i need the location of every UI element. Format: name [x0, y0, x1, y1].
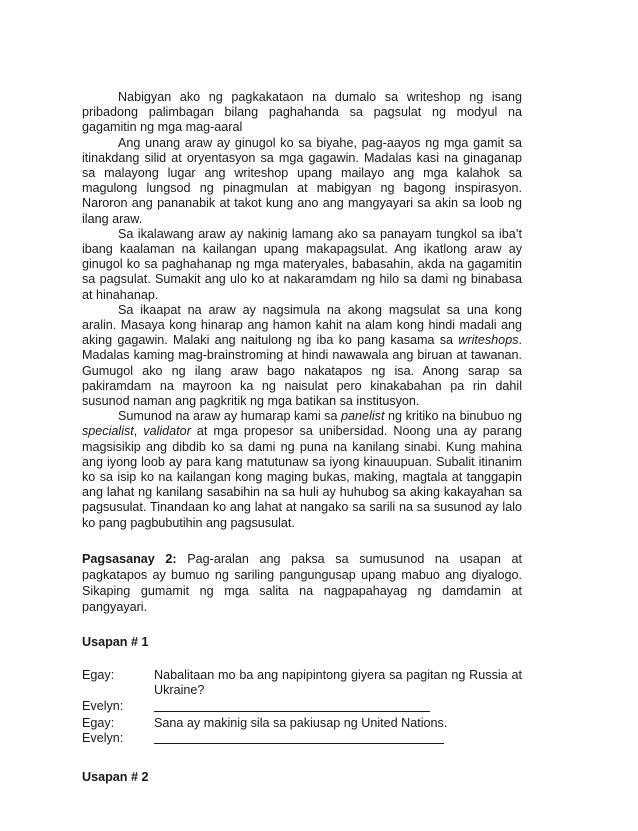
paragraph-3 [82, 227, 522, 303]
usapan-1-heading: Usapan # 1 [82, 634, 149, 649]
paragraph-5-text-mid1: ng kritiko na binubuo ng [384, 409, 523, 424]
speaker-label: Egay: [82, 715, 115, 730]
paragraph-5-italic-validator: validator [143, 424, 191, 439]
exercise-text: Pag-aralan ang paksa sa sumusunod na usapan at pagkatapos ay bumuo ng sariling pangungusap upang mabuo ang diyalogo. Sikaping gumamit ng mga salita na nagpapahayag ng damdamin at pangyayari. [82, 551, 522, 614]
paragraph-2 [82, 136, 522, 227]
dialogue-line [82, 668, 522, 698]
paragraph-4-text-rest: . Madalas kaming mag-brainstroming at hindi nawawala ang biruan at tawanan. Gumugol ako ng ilang araw bago nakatapos ng isa. Anong sarap sa pakiramdam na mayroon ka ng naisulat pero kinakabahan pa rin dahil susunod naman ang pagkritik ng mga batikan sa institusyon. [82, 333, 522, 409]
paragraph-4-text: Sa ikaapat na araw ay nagsimula na akong magsulat sa una kong aralin. Masaya kong hinarap ang hamon kahit na alam kong hindi madali ang aking gagawin. Malaki ang naitulong ng iba ko pang kasama sa [82, 302, 522, 348]
document-page [82, 90, 522, 785]
answer-blank-1[interactable] [154, 699, 430, 712]
dialogue-line [82, 699, 522, 716]
usapan-1-dialogue [82, 668, 522, 748]
dialogue-line [82, 731, 522, 748]
speaker-label: Evelyn: [82, 698, 124, 713]
paragraph-5-text-rest: at mga propesor sa unibersidad. Noong una ay parang magsisikip ang dibdib ko sa dami ng puna na kanilang sinabi. Kung mahina ang iyong loob ay para kang matutunaw sa iyong kinauupuan. Subalit itinanim ko sa isip ko na kailangan kong maging bukas, making, magtala at tanggapin ang lahat ng kanilang sasabihin na sa huli ay huhubog sa aking kakayahan sa pagsusulat. Tinandaan ko ang lahat at nangako sa sarili na sa susunod ay lalo ko pang pagbubutihin ang pagsusulat. [82, 424, 522, 530]
speaker-label: Egay: [82, 668, 115, 683]
answer-blank-line[interactable] [154, 699, 522, 716]
paragraph-5-italic-specialist: specialist [82, 424, 134, 439]
exercise-label: Pagsasanay 2: [82, 551, 177, 566]
paragraph-4 [82, 303, 522, 409]
paragraph-3-text: Sa ikalawang araw ay nakinig lamang ako sa panayam tungkol sa iba’t ibang kaalaman na kailangan upang makapagsulat. Ang ikatlong araw ay ginugol ko sa paghahanap ng mga materyales, babasahin, akda na gagamitin sa pagsulat. Sumakit ang ulo ko at nakaramdam ng hilo sa dami ng binabasa at hinahanap. [82, 226, 522, 302]
speaker-label: Evelyn: [82, 730, 124, 745]
paragraph-4-italic-term: writeshops [458, 333, 519, 348]
dialogue-line [82, 716, 522, 731]
answer-blank-2[interactable] [154, 731, 444, 744]
paragraph-5-text: Sumunod na araw ay humarap kami sa [118, 409, 342, 424]
paragraph-5-italic-panelist: panelist [341, 409, 385, 424]
paragraph-2-text: Ang unang araw ay ginugol ko sa biyahe, pag-aayos ng mga gamit sa itinakdang silid at oryentasyon sa mga gagawin. Madalas kasi na ginaganap sa malayong lugar ang writeshop upang mailayo ang mga kalahok sa magulong lungsod ng pinagmulan at mabigyan ng bagong inspirasyon. Naroron ang pananabik at takot kung ano ang mangyayari sa akin sa loob ng ilang araw. [82, 135, 522, 226]
exercise-instructions [82, 551, 522, 615]
dialogue-text: Sana ay makinig sila sa pakiusap ng United Nations. [154, 715, 448, 730]
usapan-2-heading: Usapan # 2 [82, 770, 149, 785]
paragraph-5-text-mid2: , [133, 424, 144, 439]
paragraph-1-text: Nabigyan ako ng pagkakataon na dumalo sa writeshop ng isang pribadong palimbagan bilang paghahanda sa pagsulat ng modyul na gagamitin ng mga mag-aaral [82, 90, 522, 135]
paragraph-5 [82, 409, 522, 531]
paragraph-1 [82, 90, 522, 136]
dialogue-text: Nabalitaan mo ba ang napipintong giyera sa pagitan ng Russia at Ukraine? [154, 668, 522, 698]
answer-blank-line[interactable] [154, 731, 522, 748]
